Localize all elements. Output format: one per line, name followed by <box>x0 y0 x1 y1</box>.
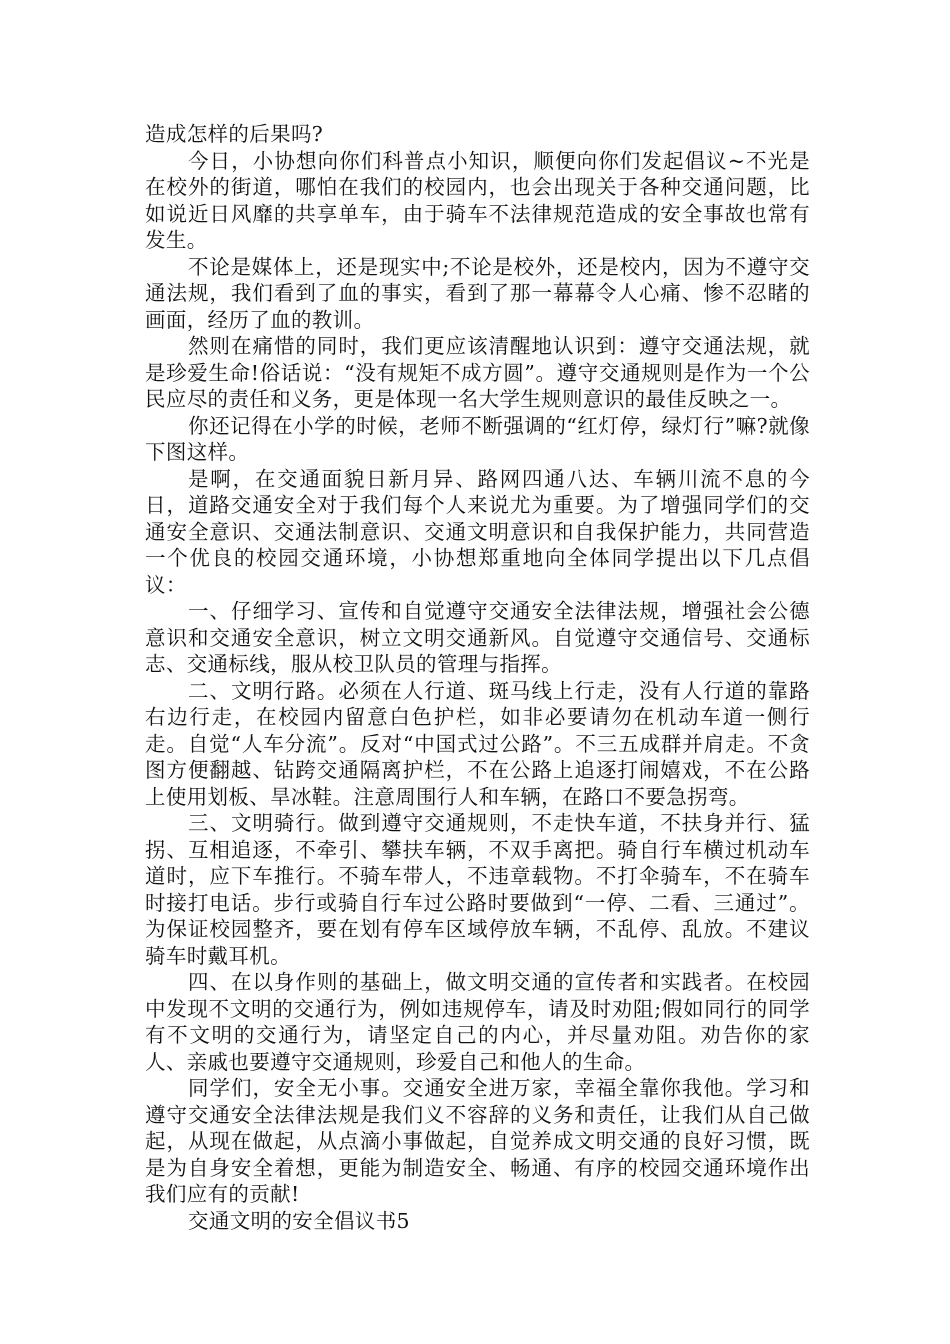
paragraph-closing: 同学们，安全无小事。交通安全进万家，幸福全靠你我他。学习和遵守交通安全法律法规是我们义不容辞的义务和责任，让我们从自己做起，从现在做起，从点滴小事做起，自觉养成文明交通的良好习惯，既是为自身安全着想，更能为制造安全、畅通、有序的校园交通环境作出我们应有的贡献! <box>145 1076 810 1206</box>
section-heading: 交通文明的安全倡议书5 <box>188 1208 410 1233</box>
paragraph-item-3: 三、文明骑行。做到遵守交通规则，不走快车道，不扶身并行、猛拐、互相追逐，不牵引、攀扶车辆，不双手离把。骑自行车横过机动车道时，应下车推行。不骑车带人，不违章载物。不打伞骑车，不在骑车时接打电话。步行或骑自行车过公路时要做到“一停、二看、三通过”。为保证校园整齐，要在划有停车区域停放车辆，不乱停、乱放。不建议骑车时戴耳机。 <box>145 811 810 968</box>
document-body <box>145 121 810 1234</box>
paragraph-item-4: 四、在以身作则的基础上，做文明交通的宣传者和实践者。在校园中发现不文明的交通行为，例如违规停车，请及时劝阻;假如同行的同学有不文明的交通行为，请坚定自己的内心，并尽量劝阻。劝告你的家人、亲戚也要遵守交通规则，珍爱自己和他人的生命。 <box>145 970 810 1074</box>
paragraph-continuation: 造成怎样的后果吗? <box>145 122 324 146</box>
paragraph-lessons: 不论是媒体上，还是现实中;不论是校外，还是校内，因为不遵守交通法规，我们看到了血的事实，看到了那一幕幕令人心痛、惨不忍睹的画面，经历了血的教训。 <box>145 254 810 332</box>
paragraph-intro: 今日，小协想向你们科普点小知识，顺便向你们发起倡议~不光是在校外的街道，哪怕在我们的校园内，也会出现关于各种交通问题，比如说近日风靡的共享单车，由于骑车不法律规范造成的安全事故也常有发生。 <box>145 148 810 252</box>
paragraph-item-2: 二、文明行路。必须在人行道、斑马线上行走，没有人行道的靠路右边行走，在校园内留意白色护栏，如非必要请勿在机动车道一侧行走。自觉“人车分流”。反对“中国式过公路”。不三五成群并肩走。不贪图方便翻越、钻跨交通隔离护栏，不在公路上追逐打闹嬉戏，不在公路上使用划板、旱冰鞋。注意周围行人和车辆，在路口不要急拐弯。 <box>145 678 810 809</box>
paragraph-proposal: 是啊，在交通面貌日新月异、路网四通八达、车辆川流不息的今日，道路交通安全对于我们每个人来说尤为重要。为了增强同学们的交通安全意识、交通法制意识、交通文明意识和自我保护能力，共同营造一个优良的校园交通环境，小协想郑重地向全体同学提出以下几点倡议： <box>145 466 810 597</box>
paragraph-awareness: 然则在痛惜的同时，我们更应该清醒地认识到：遵守交通法规，就是珍爱生命!俗话说：“没有规矩不成方圆”。遵守交通规则是作为一个公民应尽的责任和义务，更是体现一名大学生规则意识的最佳反映之一。 <box>145 334 810 411</box>
paragraph-item-1: 一、仔细学习、宣传和自觉遵守交通安全法律法规，增强社会公德意识和交通安全意识，树立文明交通新风。自觉遵守交通信号、交通标志、交通标线，服从校卫队员的管理与指挥。 <box>145 599 810 676</box>
paragraph-memory: 你还记得在小学的时候，老师不断强调的“红灯停，绿灯行”嘛?就像下图这样。 <box>145 413 810 464</box>
